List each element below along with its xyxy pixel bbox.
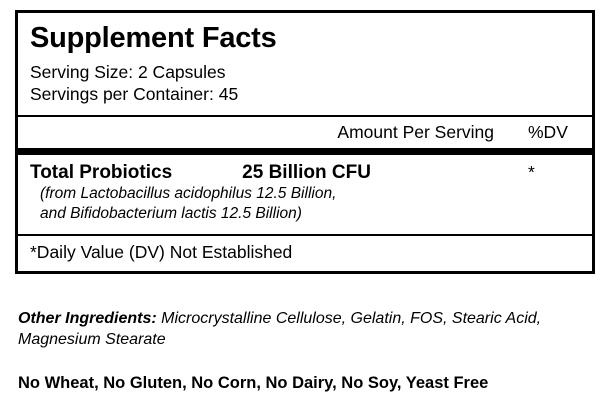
- servings-per-container: Servings per Container: 45: [30, 84, 239, 105]
- table-row: [30, 155, 580, 184]
- other-ingredients-list: Microcrystalline Cellulose, Gelatin, FOS, Stearic Acid, Magnesium Stearate: [18, 310, 542, 349]
- column-header-percent-dv: %DV: [528, 121, 568, 142]
- daily-value-footnote: *Daily Value (DV) Not Established: [30, 241, 293, 262]
- divider-thick: [18, 148, 592, 155]
- nutrient-name: Total Probiotics: [30, 161, 173, 183]
- serving-info: [30, 61, 580, 115]
- nutrient-source-line-1: (from Lactobacillus acidophilus 12.5 Billion,: [40, 184, 337, 202]
- nutrient-section: [18, 155, 592, 234]
- allergen-free-claims: No Wheat, No Gluten, No Corn, No Dairy, No Soy, Yeast Free: [18, 374, 489, 392]
- supplement-facts-panel: [15, 10, 595, 274]
- column-header-amount-per-serving: Amount Per Serving: [337, 121, 494, 142]
- other-ingredients: [18, 308, 596, 350]
- nutrient-amount: 25 Billion CFU: [242, 161, 371, 183]
- nutrient-sources: [30, 184, 580, 234]
- page-title: Supplement Facts: [30, 22, 277, 54]
- column-headers-row: [18, 117, 592, 148]
- serving-size: Serving Size: 2 Capsules: [30, 61, 226, 82]
- nutrient-source-line-2: and Bifidobacterium lactis 12.5 Billion): [40, 204, 302, 222]
- nutrient-dv: *: [528, 161, 535, 182]
- other-ingredients-label: Other Ingredients:: [18, 310, 157, 327]
- footnote-section: [18, 236, 592, 271]
- header-section: [18, 13, 592, 115]
